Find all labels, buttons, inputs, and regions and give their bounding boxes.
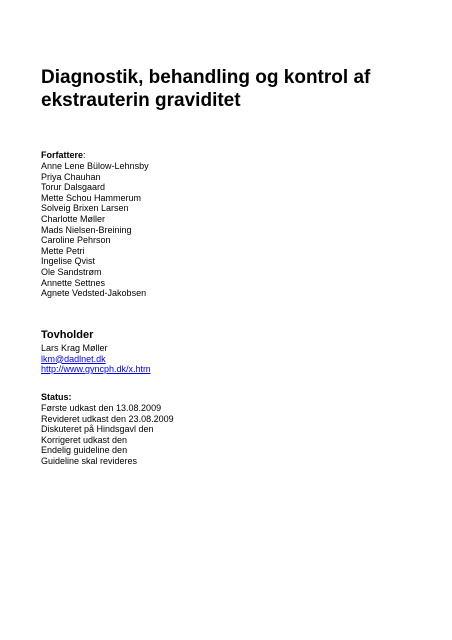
authors-label-text: Forfattere [41, 150, 84, 160]
status-line: Diskuteret på Hindsgavl den [41, 424, 154, 435]
tovholder-label: Tovholder [41, 329, 94, 341]
tovholder-website-link[interactable]: http://www.gyncph.dk/x.htm [41, 364, 151, 375]
author-name: Torur Dalsgaard [41, 182, 106, 193]
author-name: Caroline Pehrson [41, 235, 111, 246]
author-name: Mette Schou Hammerum [41, 192, 142, 203]
authors-list [41, 161, 149, 299]
author-name: Charlotte Møller [41, 213, 106, 224]
document-title: Diagnostik, behandling og kontrol af ekstrauterin graviditet [41, 67, 371, 111]
tovholder-name: Lars Krag Møller [41, 343, 108, 353]
author-name: Mads Nielsen-Breining [41, 224, 132, 235]
tovholder-details [41, 343, 151, 375]
author-name: Ingelise Qvist [41, 256, 96, 267]
author-name: Agnete Vedsted-Jakobsen [41, 288, 147, 299]
author-name: Annette Settnes [41, 277, 106, 288]
status-line: Guideline skal revideres [41, 455, 138, 466]
author-name: Anne Lene Bülow-Lehnsby [41, 161, 149, 171]
tovholder-email-link[interactable]: lkm@dadlnet.dk [41, 353, 106, 364]
author-name: Ole Sandstrøm [41, 266, 102, 277]
status-line: Revideret udkast den 23.08.2009 [41, 413, 174, 424]
author-name: Priya Chauhan [41, 171, 101, 182]
author-name: Solveig Brixen Larsen [41, 203, 129, 214]
authors-label [41, 150, 86, 161]
status-list [41, 403, 174, 467]
status-label: Status: [41, 392, 72, 402]
status-line: Første udkast den 13.08.2009 [41, 403, 162, 413]
status-line: Endelig guideline den [41, 445, 128, 456]
author-name: Mette Petri [41, 245, 85, 256]
authors-label-colon: : [83, 150, 86, 160]
status-line: Korrigeret udkast den [41, 434, 128, 445]
